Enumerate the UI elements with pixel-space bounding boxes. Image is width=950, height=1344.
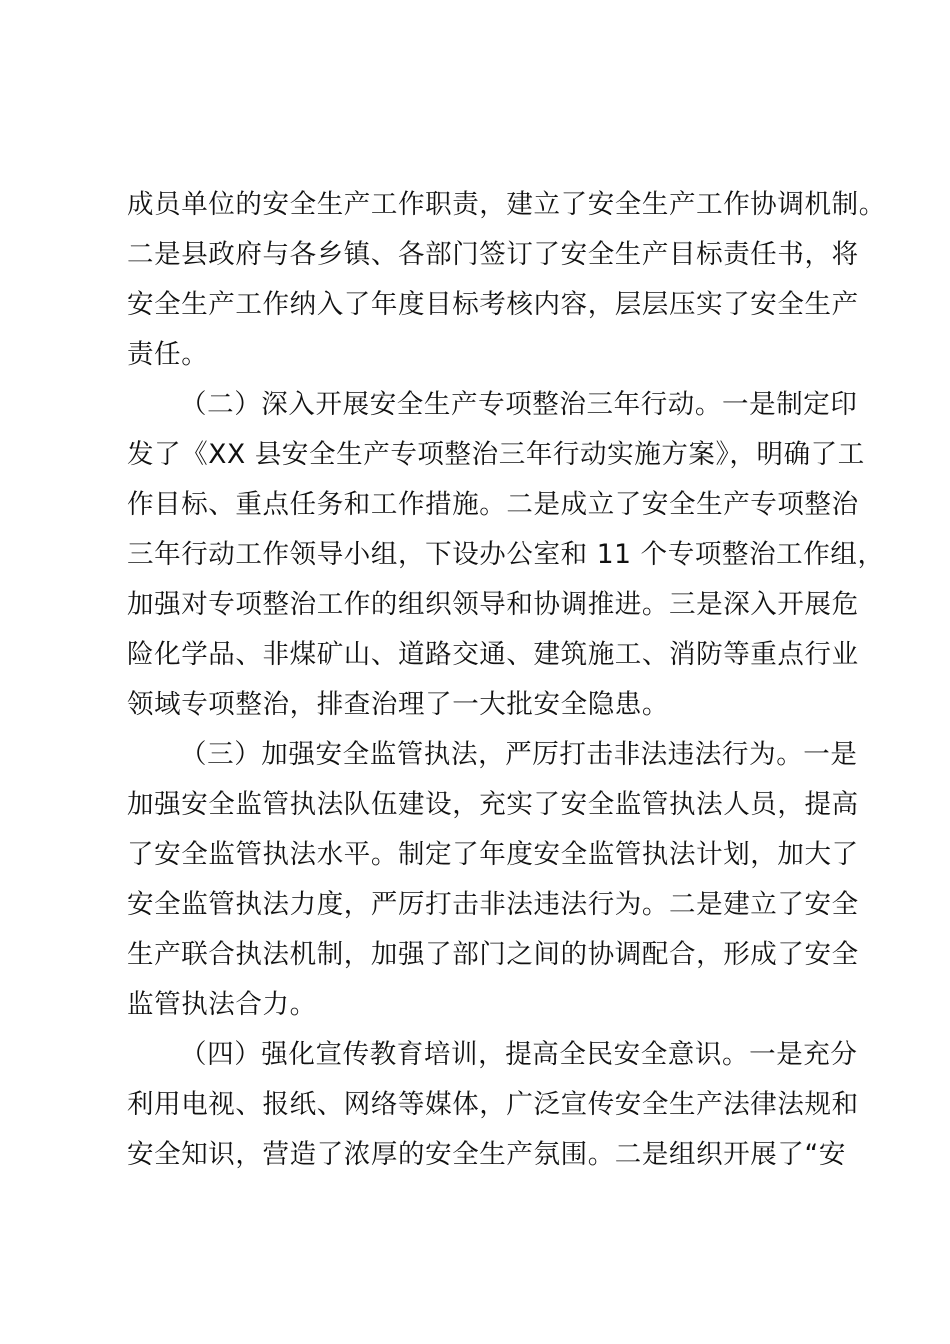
- text-line: 安全知识，营造了浓厚的安全生产氛围。二是组织开展了“安: [127, 1139, 846, 1170]
- text-line: 领域专项整治，排查治理了一大批安全隐患。: [127, 689, 669, 720]
- section-heading-line-2: （二）深入开展安全生产专项整治三年行动。一是制定印: [180, 389, 858, 420]
- text-line: 三年行动工作领导小组，下设办公室和 11 个专项整治工作组，: [127, 539, 885, 570]
- document-body: [127, 180, 886, 1180]
- text-line: 作目标、重点任务和工作措施。二是成立了安全生产专项整治: [127, 489, 859, 520]
- text-line: 生产联合执法机制，加强了部门之间的协调配合，形成了安全: [127, 939, 859, 970]
- text-line: 责任。: [127, 339, 209, 370]
- section-heading-line-3: （三）加强安全监管执法，严厉打击非法违法行为。一是: [180, 739, 858, 770]
- text-line: 安全监管执法力度，严厉打击非法违法行为。二是建立了安全: [127, 889, 859, 920]
- text-line: 二是县政府与各乡镇、各部门签订了安全生产目标责任书，将: [127, 239, 859, 270]
- text-line: 监管执法合力。: [127, 989, 317, 1020]
- text-line: 发了《XX 县安全生产专项整治三年行动实施方案》，明确了工: [127, 439, 865, 470]
- text-line: 成员单位的安全生产工作职责，建立了安全生产工作协调机制。: [127, 189, 886, 220]
- text-line: 安全生产工作纳入了年度目标考核内容，层层压实了安全生产: [127, 289, 859, 320]
- text-line: 加强安全监管执法队伍建设，充实了安全监管执法人员，提高: [127, 789, 859, 820]
- text-line: 加强对专项整治工作的组织领导和协调推进。三是深入开展危: [127, 589, 859, 620]
- text-line: 利用电视、报纸、网络等媒体，广泛宣传安全生产法律法规和: [127, 1089, 859, 1120]
- text-line: 了安全监管执法水平。制定了年度安全监管执法计划，加大了: [127, 839, 859, 870]
- text-line: 险化学品、非煤矿山、道路交通、建筑施工、消防等重点行业: [127, 639, 859, 670]
- section-heading-line-4: （四）强化宣传教育培训，提高全民安全意识。一是充分: [180, 1039, 858, 1070]
